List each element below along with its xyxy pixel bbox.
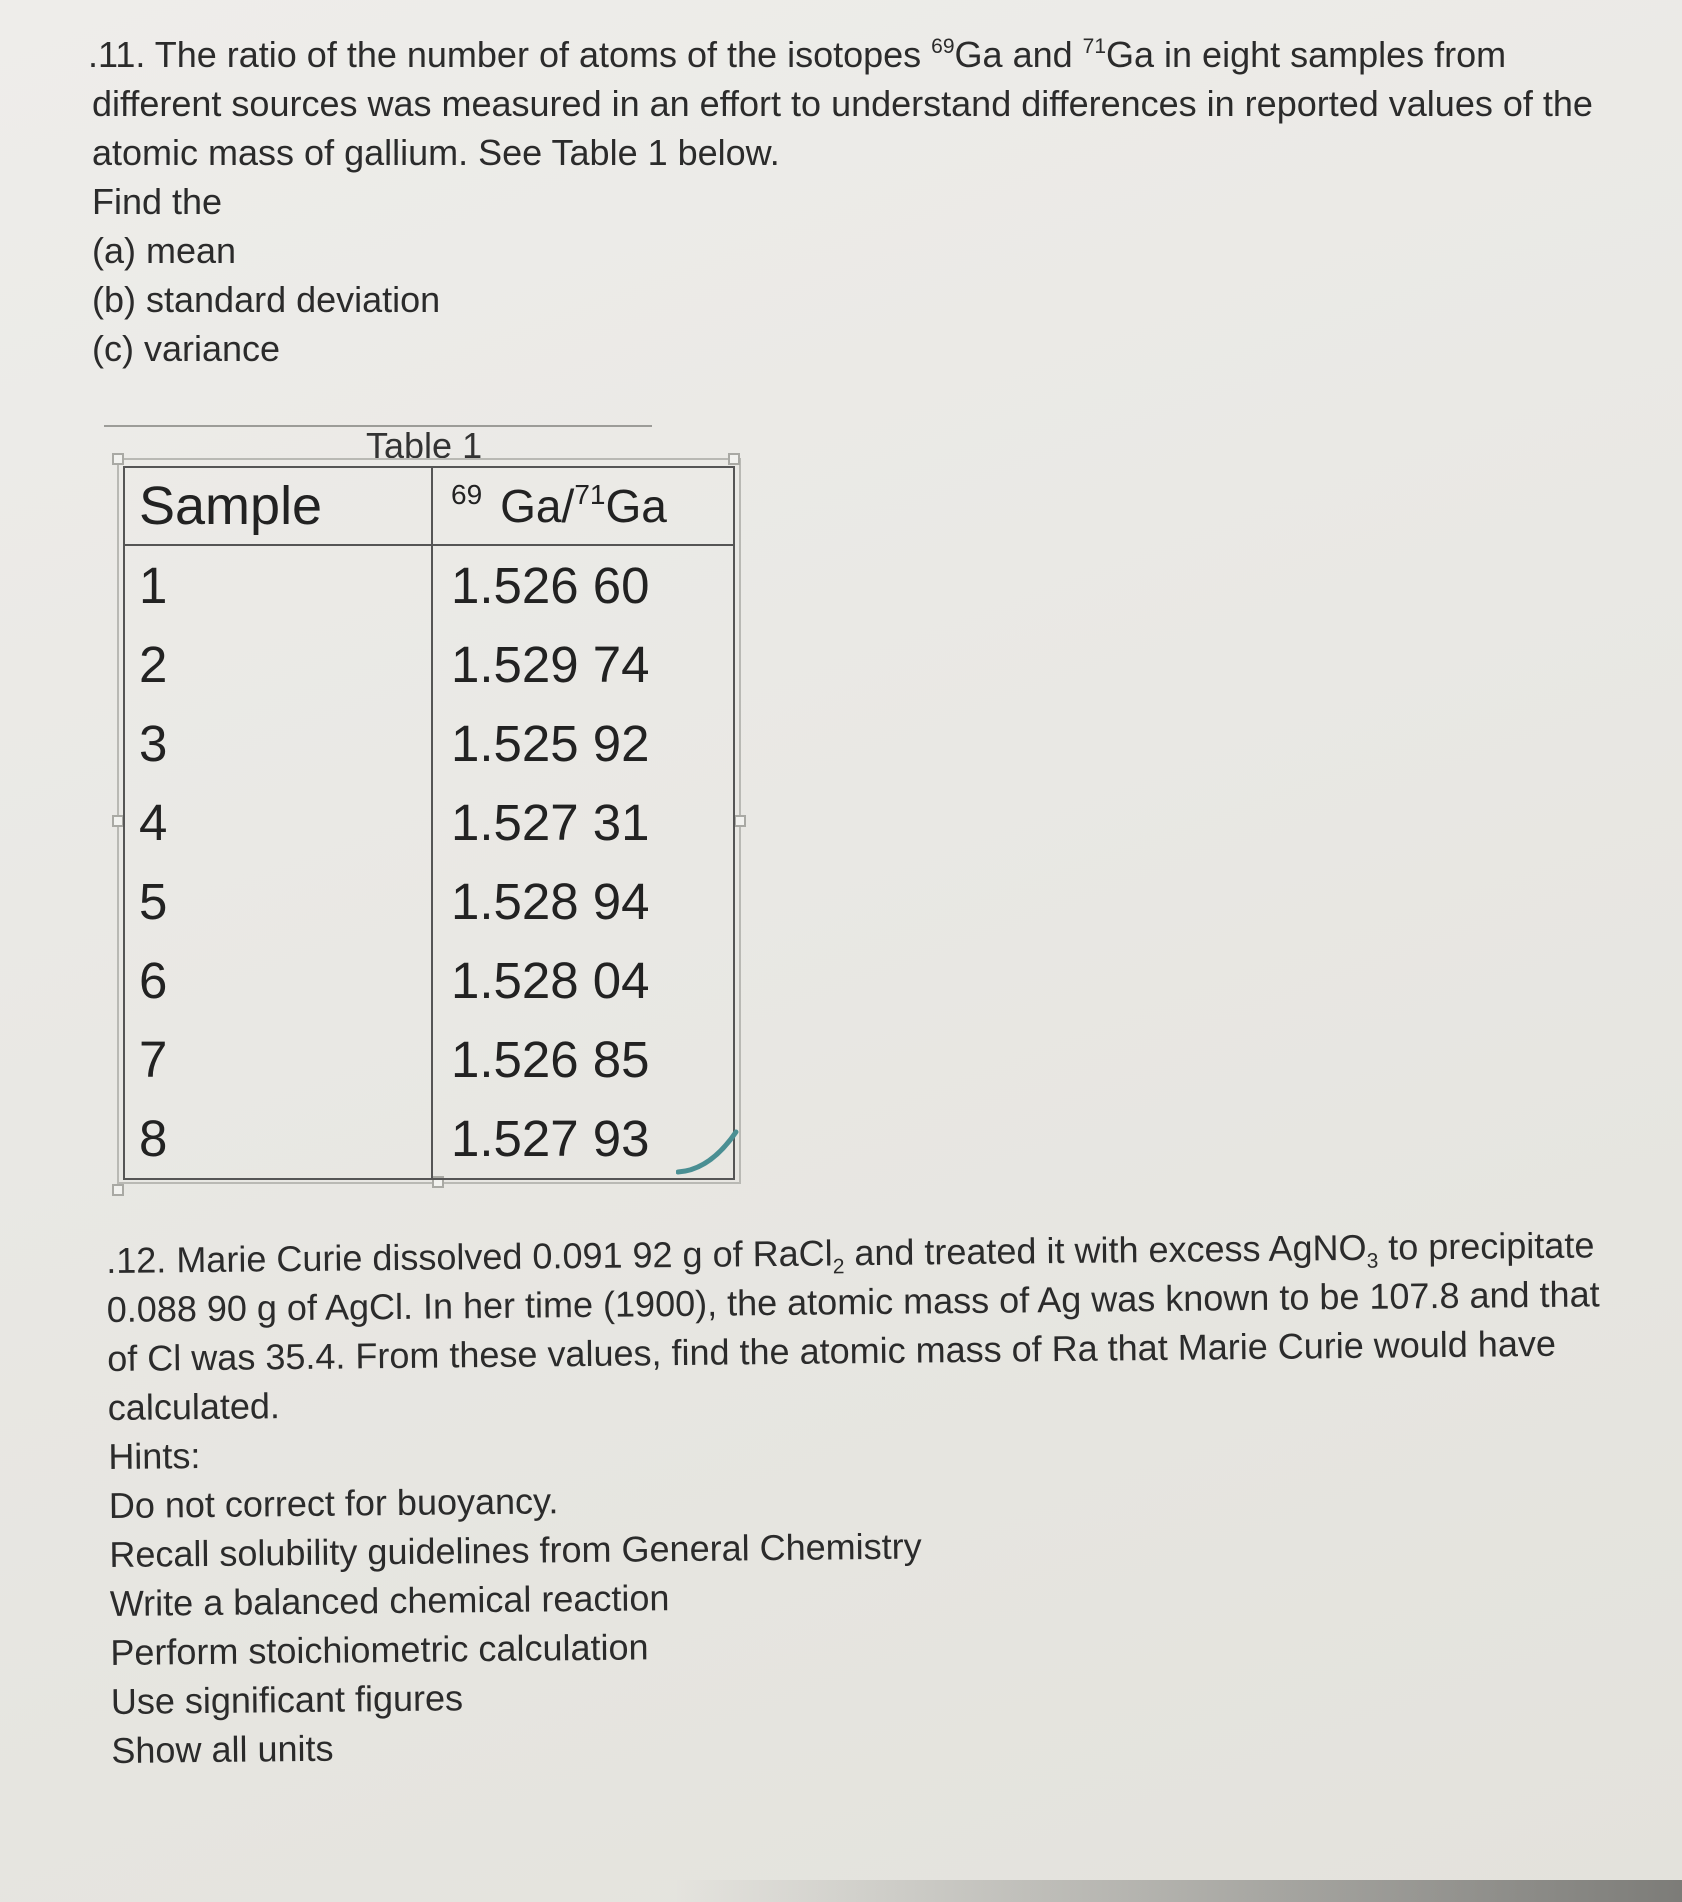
question-12: [106, 1220, 1632, 1775]
sample-cell: [124, 1020, 432, 1099]
ratio-cell: [432, 1020, 734, 1099]
resize-handle-right[interactable]: [734, 815, 746, 827]
part-c-variance: (c) variance: [92, 328, 281, 369]
table-row: [124, 625, 734, 704]
hint-item: Recall solubility guidelines from General Chemistry: [109, 1525, 922, 1575]
ratio-value: 1.526 85: [451, 1031, 650, 1088]
ratio-value: 1.528 94: [451, 873, 650, 930]
sample-value: 6: [139, 952, 168, 1009]
ratio-value: 1.527 93: [451, 1110, 650, 1167]
sample-cell: [124, 625, 432, 704]
ratio-cell: [432, 941, 734, 1020]
header-sample: [124, 467, 432, 545]
table-caption: Table 1: [366, 425, 483, 466]
question-11-number: .11.: [88, 34, 146, 75]
hints-title: Hints:: [108, 1435, 201, 1477]
ratio-cell: [432, 783, 734, 862]
header-mass-69: 69: [451, 479, 483, 510]
isotope-69-symbol: Ga: [954, 34, 1003, 75]
header-sample-label: Sample: [139, 476, 323, 536]
question-12-number: .12.: [106, 1239, 167, 1281]
ratio-cell: [432, 545, 734, 625]
question-12-text-part1: Marie Curie dissolved 0.091 92 g of RaCl: [176, 1232, 833, 1281]
ratio-value: 1.528 04: [451, 952, 650, 1009]
sample-cell: [124, 704, 432, 783]
isotope-71-mass: 71: [1082, 35, 1106, 58]
table-row: [124, 545, 734, 625]
sample-cell: [124, 1099, 432, 1179]
question-12-text-part2: and treated it with excess AgNO: [844, 1226, 1367, 1274]
isotope-ratio-table: [123, 466, 735, 1180]
ratio-cell: [432, 862, 734, 941]
table-row: [124, 1020, 734, 1099]
table-row: [124, 704, 734, 783]
sample-value: 1: [139, 557, 168, 614]
question-11: [88, 30, 1632, 373]
ratio-cell: [432, 704, 734, 783]
hint-item: Perform stoichiometric calculation: [110, 1626, 649, 1673]
header-ratio-mid: Ga/: [500, 480, 575, 532]
screen-edge-shadow: [0, 1880, 1682, 1902]
racl2-subscript: 2: [832, 1255, 845, 1279]
hints-section: [108, 1416, 1632, 1775]
isotope-71-symbol: Ga: [1106, 34, 1155, 75]
hint-item: Use significant figures: [110, 1677, 464, 1722]
isotope-69-mass: 69: [931, 35, 955, 58]
part-a-mean: (a) mean: [92, 230, 237, 271]
hint-item: Write a balanced chemical reaction: [109, 1577, 670, 1624]
sample-cell: [124, 783, 432, 862]
table-header-row: [124, 467, 734, 545]
ratio-cell: [432, 625, 734, 704]
resize-handle-top-right[interactable]: [728, 453, 740, 465]
sample-value: 8: [139, 1110, 168, 1167]
question-12-text-part3: to precipitate 0.088 90 g of AgCl. In her time (1900), the atomic mass of Ag was known to be 107.8 and that of Cl was 35.4. From these values, find the atomic mass of Ra that Marie Curie would have calculated.: [106, 1224, 1600, 1428]
header-ratio: [432, 467, 734, 545]
ratio-value: 1.525 92: [451, 715, 650, 772]
header-ratio-label: [433, 480, 667, 532]
question-12-text: [106, 1220, 1628, 1432]
table-row: [124, 1099, 734, 1179]
sample-value: 7: [139, 1031, 168, 1088]
sample-cell: [124, 862, 432, 941]
resize-handle-top-left[interactable]: [112, 453, 124, 465]
question-11-and: and: [1002, 34, 1083, 75]
ratio-value: 1.529 74: [451, 636, 650, 693]
question-11-parts: [92, 226, 1632, 373]
sample-cell: [124, 941, 432, 1020]
resize-arc-icon[interactable]: [676, 1126, 740, 1176]
ratio-value: 1.527 31: [451, 794, 650, 851]
ratio-value: 1.526 60: [451, 557, 650, 614]
question-11-text-part1: The ratio of the number of atoms of the isotopes: [154, 34, 932, 75]
table-row: [124, 862, 734, 941]
question-11-text-part2: in eight samples from different sources was measured in an effort to understand differences in reported values of the atomic mass of gallium. See Table 1 below.: [92, 34, 1593, 173]
agno3-subscript: 3: [1366, 1249, 1379, 1273]
sample-value: 5: [139, 873, 168, 930]
table-row: [124, 783, 734, 862]
hint-item: Show all units: [111, 1727, 334, 1771]
question-11-text: [88, 30, 1632, 177]
table-row: [124, 941, 734, 1020]
part-b-standard-deviation: (b) standard deviation: [92, 279, 441, 320]
resize-handle-bottom-left[interactable]: [112, 1184, 124, 1196]
hint-item: Do not correct for buoyancy.: [108, 1480, 559, 1526]
sample-value: 4: [139, 794, 168, 851]
sample-cell: [124, 545, 432, 625]
sample-value: 2: [139, 636, 168, 693]
sample-value: 3: [139, 715, 168, 772]
find-the-label: Find the: [92, 181, 223, 222]
header-ratio-end: Ga: [605, 480, 667, 532]
header-mass-71: 71: [574, 479, 606, 510]
